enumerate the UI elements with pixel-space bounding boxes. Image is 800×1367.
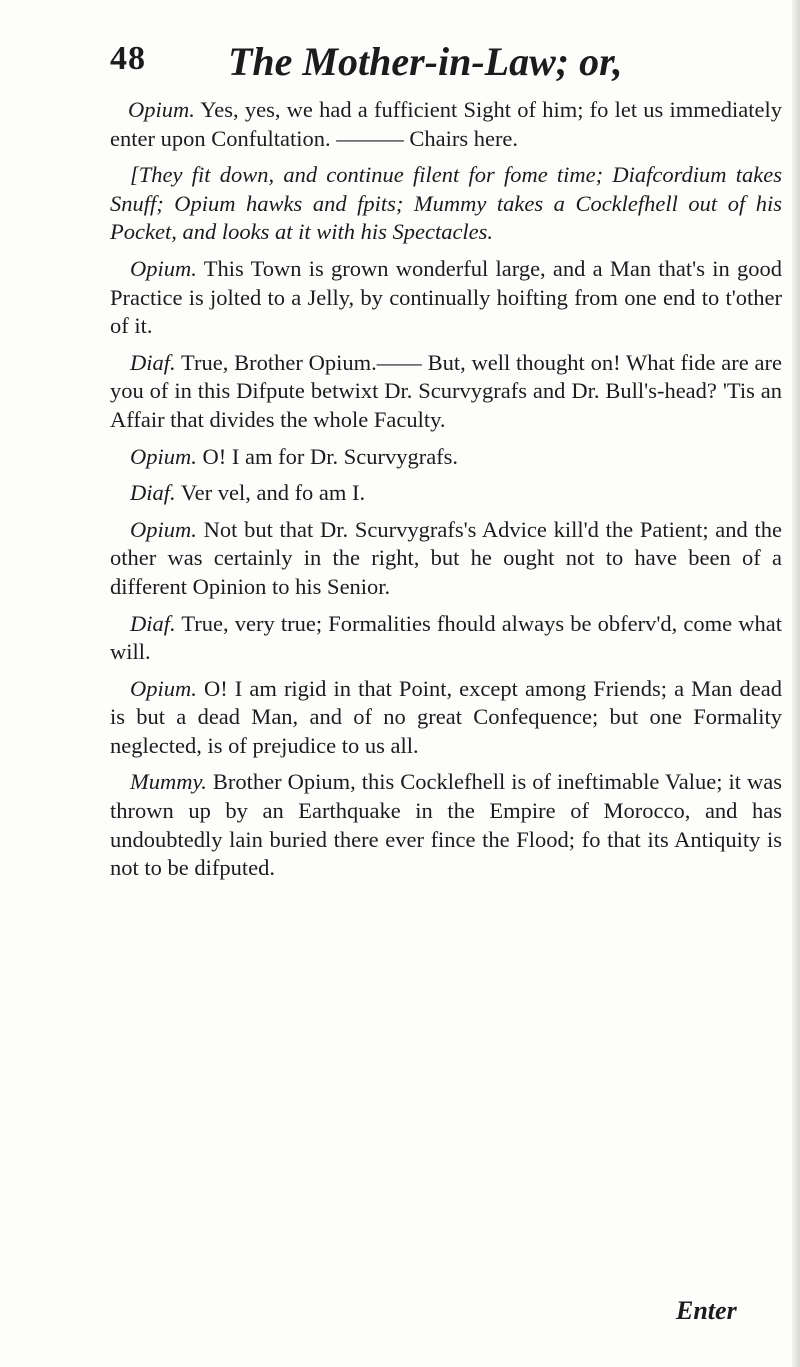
page-header [110,38,710,94]
body-text [110,96,782,891]
paragraph [110,768,782,882]
paragraph [110,479,782,508]
speaker-label: Diaf. [130,349,176,375]
speaker-label: Mummy. [130,769,207,795]
speaker-label: Opium. [128,97,195,122]
speech-text: Ver vel, and fo am I. [175,480,366,506]
speaker-label: Opium. [130,675,197,701]
speech-text: O! I am for Dr. Scurvygrafs. [196,443,459,469]
speaker-label: Diaf. [130,610,176,636]
speaker-label: Opium. [130,255,197,281]
speech-text: This Town is grown wonderful large, and a Man that's in good Practice is jolted to a Jelly, by continually hoifting from one end to t'other of it. [110,255,782,339]
speech-text: Yes, yes, we had a fufficient Sight of him; fo let us immediately enter upon Confultation. ——— Chairs here. [110,97,782,151]
paragraph [110,96,782,153]
paragraph [110,675,782,761]
speaker-label: Diaf. [130,480,176,506]
paragraph [110,610,782,667]
stage-direction: [They fit down, and continue filent for fome time; Diafcordium takes Snuff; Opium hawks and fpits; Mummy takes a Cocklefhell out of his Pocket, and looks at it with his Spectacles. [110,162,782,245]
speaker-label: Opium. [130,516,197,542]
speech-text: True, very true; Formalities fhould always be obferv'd, come what will. [110,610,782,665]
paragraph [110,443,782,472]
speaker-label: Opium. [130,443,197,469]
paragraph [110,255,782,341]
speech-text: Brother Opium, this Cocklefhell is of ineftimable Value; it was thrown up by an Earthquake in the Empire of Morocco, and has undoubtedly lain buried there ever fince the Flood; fo that its Antiquity is not to be difputed. [110,769,782,881]
speech-text: Not but that Dr. Scurvygrafs's Advice kill'd the Patient; and the other was certainly in the right, but he ought not to have been of a different Opinion to his Senior. [110,516,782,599]
paragraph [110,349,782,435]
page-edge [792,0,800,1367]
page-number: 48 [110,40,146,77]
running-title: The Mother-in-Law; or, [228,39,623,84]
speech-text: True, Brother Opium.—— But, well thought on! What fide are are you of in this Difpute betwixt Dr. Scurvygrafs and Dr. Bull's-head? 'Tis an Affair that divides the whole Faculty. [110,349,782,432]
speech-text: O! I am rigid in that Point, except among Friends; a Man dead is but a dead Man, and of no great Confequence; but one Formality neglected, is of prejudice to us all. [110,675,782,758]
paragraph [110,516,782,602]
catchword: Enter [676,1296,737,1325]
